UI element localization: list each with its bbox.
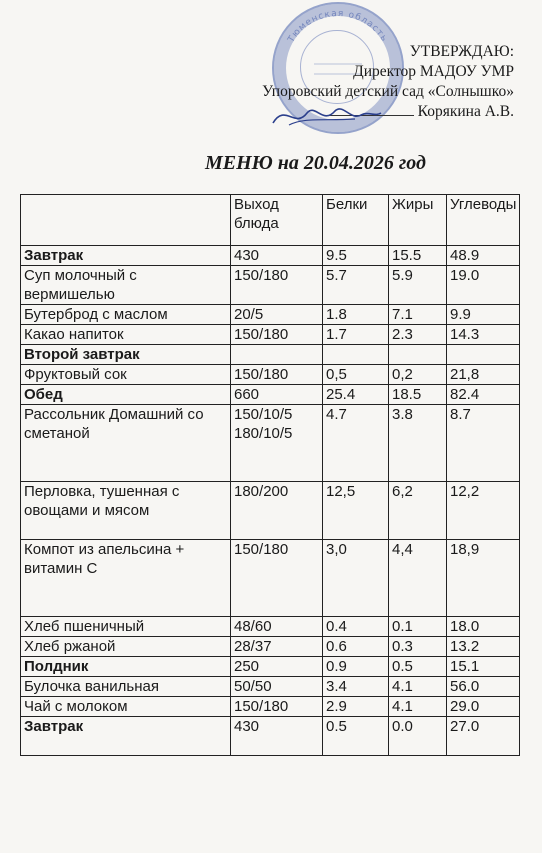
- value-cell: 12,2: [447, 482, 520, 540]
- value-cell: 250: [231, 657, 323, 677]
- table-row: [21, 246, 520, 266]
- value-cell: 5.9: [389, 266, 447, 305]
- dish-name-cell: Хлеб пшеничный: [21, 617, 231, 637]
- value-cell: 0.5: [323, 717, 389, 756]
- value-cell: 2.3: [389, 325, 447, 345]
- value-cell: 28/37: [231, 637, 323, 657]
- value-cell: 15.5: [389, 246, 447, 266]
- table-header-cell: [21, 195, 231, 246]
- value-cell: 150/10/5 180/10/5: [231, 405, 323, 482]
- value-cell: [389, 345, 447, 365]
- value-cell: 150/180: [231, 365, 323, 385]
- value-cell: 180/200: [231, 482, 323, 540]
- value-cell: 21,8: [447, 365, 520, 385]
- value-cell: 1.8: [323, 305, 389, 325]
- value-cell: 0.6: [323, 637, 389, 657]
- value-cell: 0,5: [323, 365, 389, 385]
- handwritten-signature: [265, 95, 385, 135]
- value-cell: 3.8: [389, 405, 447, 482]
- value-cell: 4.1: [389, 677, 447, 697]
- value-cell: 14.3: [447, 325, 520, 345]
- value-cell: 0.1: [389, 617, 447, 637]
- table-header-cell: Жиры: [389, 195, 447, 246]
- dish-name-cell: Фруктовый сок: [21, 365, 231, 385]
- dish-name-cell: Рассольник Домашний со сметаной: [21, 405, 231, 482]
- value-cell: [323, 345, 389, 365]
- dish-name-cell: Компот из апельсина + витамин С: [21, 540, 231, 617]
- table-row: [21, 325, 520, 345]
- value-cell: 48.9: [447, 246, 520, 266]
- value-cell: 3,0: [323, 540, 389, 617]
- value-cell: 7.1: [389, 305, 447, 325]
- value-cell: 12,5: [323, 482, 389, 540]
- table-row: [21, 482, 520, 540]
- value-cell: 4,4: [389, 540, 447, 617]
- stamp-text: Тюменская область: [286, 8, 390, 45]
- value-cell: 50/50: [231, 677, 323, 697]
- value-cell: 6,2: [389, 482, 447, 540]
- page-title: МЕНЮ на 20.04.2026 год: [205, 152, 426, 174]
- dish-name-cell: Бутерброд с маслом: [21, 305, 231, 325]
- table-header-cell: Белки: [323, 195, 389, 246]
- table-row: [21, 637, 520, 657]
- table-header-row: [21, 195, 520, 246]
- value-cell: [447, 345, 520, 365]
- table-row: [21, 385, 520, 405]
- dish-name-cell: Перловка, тушенная с овощами и мясом: [21, 482, 231, 540]
- value-cell: 660: [231, 385, 323, 405]
- value-cell: 20/5: [231, 305, 323, 325]
- value-cell: 18,9: [447, 540, 520, 617]
- dish-name-cell: Чай с молоком: [21, 697, 231, 717]
- table-header-cell: Выход блюда: [231, 195, 323, 246]
- value-cell: 0.3: [389, 637, 447, 657]
- director-name: Корякина А.В.: [417, 103, 514, 120]
- value-cell: 8.7: [447, 405, 520, 482]
- table-row: [21, 717, 520, 756]
- table-row: [21, 305, 520, 325]
- table-row: [21, 617, 520, 637]
- value-cell: 4.7: [323, 405, 389, 482]
- value-cell: 0.9: [323, 657, 389, 677]
- table-row: [21, 657, 520, 677]
- dish-name-cell: Хлеб ржаной: [21, 637, 231, 657]
- value-cell: 18.0: [447, 617, 520, 637]
- value-cell: 18.5: [389, 385, 447, 405]
- value-cell: 48/60: [231, 617, 323, 637]
- value-cell: 2.9: [323, 697, 389, 717]
- value-cell: 15.1: [447, 657, 520, 677]
- value-cell: 4.1: [389, 697, 447, 717]
- dish-name-cell: Суп молочный с вермишелью: [21, 266, 231, 305]
- dish-name-cell: Обед: [21, 385, 231, 405]
- table-row: [21, 405, 520, 482]
- svg-text:Тюменская область: [286, 9, 389, 45]
- value-cell: 27.0: [447, 717, 520, 756]
- value-cell: 0,2: [389, 365, 447, 385]
- table-row: [21, 697, 520, 717]
- value-cell: 150/180: [231, 540, 323, 617]
- approval-line-2: Директор МАДОУ УМР: [353, 63, 514, 80]
- table-header-cell: Углеводы: [447, 195, 520, 246]
- value-cell: 430: [231, 717, 323, 756]
- value-cell: 150/180: [231, 325, 323, 345]
- dish-name-cell: Булочка ванильная: [21, 677, 231, 697]
- approval-line-3: Упоровский детский сад «Солнышко»: [262, 83, 514, 100]
- dish-name-cell: Завтрак: [21, 246, 231, 266]
- value-cell: 150/180: [231, 266, 323, 305]
- value-cell: 29.0: [447, 697, 520, 717]
- value-cell: 5.7: [323, 266, 389, 305]
- table-row: [21, 365, 520, 385]
- value-cell: 25.4: [323, 385, 389, 405]
- dish-name-cell: Какао напиток: [21, 325, 231, 345]
- value-cell: 19.0: [447, 266, 520, 305]
- dish-name-cell: Второй завтрак: [21, 345, 231, 365]
- table-row: [21, 345, 520, 365]
- value-cell: 1.7: [323, 325, 389, 345]
- value-cell: 0.4: [323, 617, 389, 637]
- value-cell: 0.5: [389, 657, 447, 677]
- value-cell: 9.5: [323, 246, 389, 266]
- value-cell: 82.4: [447, 385, 520, 405]
- value-cell: 13.2: [447, 637, 520, 657]
- value-cell: 430: [231, 246, 323, 266]
- dish-name-cell: Полдник: [21, 657, 231, 677]
- dish-name-cell: Завтрак: [21, 717, 231, 756]
- value-cell: [231, 345, 323, 365]
- value-cell: 0.0: [389, 717, 447, 756]
- value-cell: 3.4: [323, 677, 389, 697]
- value-cell: 9.9: [447, 305, 520, 325]
- value-cell: 56.0: [447, 677, 520, 697]
- table-row: [21, 540, 520, 617]
- value-cell: 150/180: [231, 697, 323, 717]
- table-row: [21, 677, 520, 697]
- table-row: [21, 266, 520, 305]
- menu-table: [20, 194, 520, 756]
- approval-line-1: УТВЕРЖДАЮ:: [409, 43, 514, 60]
